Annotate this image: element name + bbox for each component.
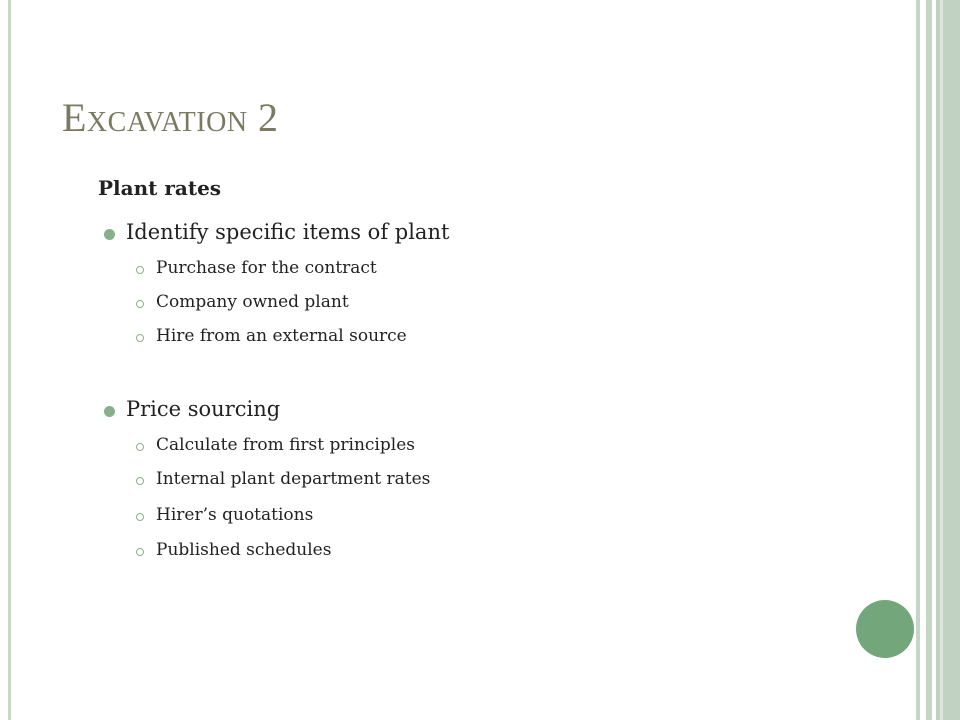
bullet-ring-icon — [136, 477, 144, 485]
sub-bullet-item: Hirer’s quotations — [156, 505, 314, 525]
section-heading: Plant rates — [98, 176, 222, 200]
bullet-ring-icon — [136, 334, 144, 342]
sub-bullet-item: Company owned plant — [156, 292, 349, 312]
sub-bullet-item: Internal plant department rates — [156, 469, 431, 489]
bullet-dot-icon — [104, 229, 115, 240]
slide-title: Excavation 2 — [62, 95, 279, 140]
bullet-item: Identify specific items of plant — [126, 220, 450, 244]
bullet-ring-icon — [136, 300, 144, 308]
sub-bullet-item: Calculate from first principles — [156, 435, 415, 455]
bullet-item: Price sourcing — [126, 397, 281, 421]
right-border-line — [926, 0, 932, 720]
accent-circle — [856, 600, 914, 658]
right-border-line — [916, 0, 920, 720]
right-border-stripe — [940, 0, 943, 720]
bullet-ring-icon — [136, 513, 144, 521]
sub-bullet-item: Purchase for the contract — [156, 258, 377, 278]
right-border-band — [936, 0, 960, 720]
left-border-line — [8, 0, 11, 720]
bullet-ring-icon — [136, 548, 144, 556]
bullet-ring-icon — [136, 443, 144, 451]
bullet-ring-icon — [136, 266, 144, 274]
sub-bullet-item: Hire from an external source — [156, 326, 407, 346]
bullet-dot-icon — [104, 406, 115, 417]
sub-bullet-item: Published schedules — [156, 540, 332, 560]
